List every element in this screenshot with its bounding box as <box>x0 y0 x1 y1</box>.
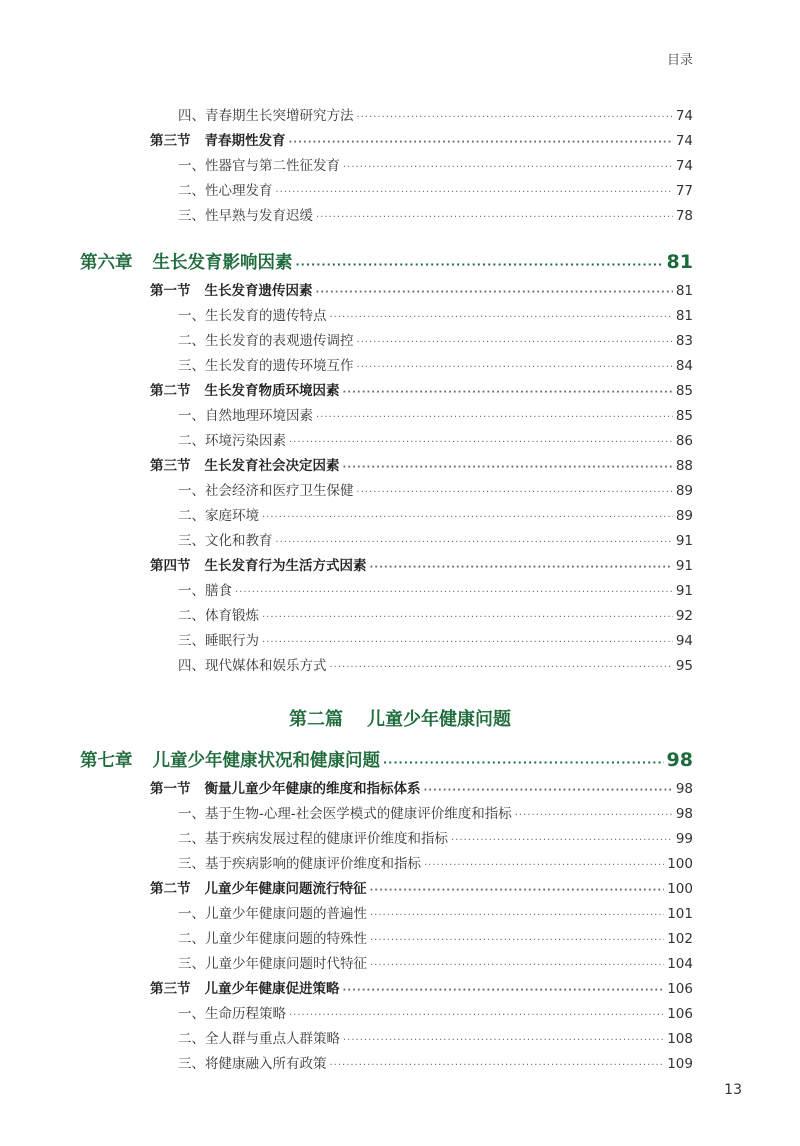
toc-entry-title: 生长发育社会决定因素 <box>204 458 340 474</box>
toc-entry-title: 将健康融入所有政策 <box>205 1056 327 1072</box>
dot-leader <box>424 860 664 871</box>
toc-entry-number: 三、 <box>178 208 205 224</box>
toc-entry-page: 98 <box>666 749 693 771</box>
toc-entry-label <box>150 379 340 399</box>
toc-entry-label <box>150 877 367 897</box>
toc-entry-label <box>178 654 327 674</box>
dot-leader <box>276 537 673 548</box>
toc-entry-page: 84 <box>675 358 693 374</box>
toc-entry-label <box>178 354 354 374</box>
toc-entry-number: 二、 <box>178 183 205 199</box>
toc-entry-page: 81 <box>666 251 693 273</box>
toc-entry-label <box>150 554 367 574</box>
toc-item <box>178 329 693 349</box>
toc-section <box>150 454 693 474</box>
toc-entry-number: 第三节 <box>150 458 191 474</box>
toc-entry-label <box>178 802 512 822</box>
toc-entry-number: 一、 <box>178 158 205 174</box>
toc-entry-page: 106 <box>667 1006 693 1022</box>
toc-entry-number: 一、 <box>178 806 205 822</box>
toc-entry-page: 98 <box>675 781 693 797</box>
toc-entry-page: 98 <box>675 806 693 822</box>
toc-entry-title: 性早熟与发育迟缓 <box>205 208 313 224</box>
toc-entry-title: 生长发育的遗传特点 <box>205 308 327 324</box>
toc-item <box>178 1002 693 1022</box>
toc-item <box>178 354 693 374</box>
toc-entry-page: 81 <box>675 308 693 324</box>
toc-entry-label <box>178 179 273 199</box>
toc-section <box>150 554 693 574</box>
dot-leader <box>357 362 673 373</box>
toc-entry-label <box>178 579 232 599</box>
toc-entry-page: 74 <box>675 133 693 149</box>
dot-leader <box>515 810 673 821</box>
toc-entry-label <box>150 454 340 474</box>
toc-entry-label <box>178 927 367 947</box>
toc-item <box>178 304 693 324</box>
toc-entry-title: 生命历程策略 <box>205 1006 286 1022</box>
part-number: 第二篇 <box>289 709 343 730</box>
dot-leader <box>343 1035 664 1046</box>
toc-entry-number: 第七章 <box>80 751 133 771</box>
toc-entry-title: 性心理发育 <box>205 183 273 199</box>
dot-leader <box>370 910 664 921</box>
toc-entry-title: 儿童少年健康问题时代特征 <box>205 956 367 972</box>
toc-entry-title: 儿童少年健康问题流行特征 <box>204 881 367 897</box>
toc-entry-title: 生长发育遗传因素 <box>204 283 313 299</box>
toc-entry-title: 生长发育影响因素 <box>152 253 293 273</box>
toc-item <box>178 504 693 524</box>
toc-entry-page: 99 <box>675 831 693 847</box>
toc-entry-page: 74 <box>675 158 693 174</box>
toc-entry-number: 四、 <box>178 658 205 674</box>
toc-entry-label <box>178 1052 327 1072</box>
toc-item <box>178 1027 693 1047</box>
toc-section <box>150 777 693 797</box>
toc-entry-label <box>178 852 421 872</box>
toc-entry-label <box>178 827 448 847</box>
dot-leader <box>370 960 664 971</box>
toc-entry-page: 95 <box>675 658 693 674</box>
toc-entry-number: 第一节 <box>150 283 191 299</box>
toc-entry-label <box>178 1002 286 1022</box>
part-title <box>0 705 800 731</box>
toc-entry-label <box>178 504 259 524</box>
toc-entry-number: 第三节 <box>150 981 191 997</box>
toc-entry-title: 青春期性发育 <box>204 133 286 149</box>
toc-entry-number: 二、 <box>178 931 205 947</box>
toc-entry-number: 一、 <box>178 906 205 922</box>
toc-entry-number: 第三节 <box>150 133 191 149</box>
toc-entry-number: 第一节 <box>150 781 191 797</box>
dot-leader <box>343 462 673 473</box>
toc-entry-page: 100 <box>667 881 693 897</box>
toc-entry-title: 体育锻炼 <box>205 608 259 624</box>
toc-entry-page: 91 <box>675 558 693 574</box>
toc-section <box>150 279 693 299</box>
toc-entry-label <box>178 429 286 449</box>
dot-leader <box>370 885 665 896</box>
dot-leader <box>296 258 664 271</box>
toc-item <box>178 902 693 922</box>
toc-entry-page: 109 <box>667 1056 693 1072</box>
toc-item <box>178 404 693 424</box>
toc-entry-number: 一、 <box>178 408 205 424</box>
toc-entry-page: 86 <box>675 433 693 449</box>
toc-section <box>150 977 693 997</box>
dot-leader <box>262 637 673 648</box>
running-head: 目录 <box>666 53 693 68</box>
toc-entry-label <box>80 747 380 772</box>
toc-entry-number: 二、 <box>178 433 205 449</box>
dot-leader <box>289 1010 664 1021</box>
toc-entry-label <box>178 104 354 124</box>
toc-entry-label <box>178 304 327 324</box>
toc-entry-number: 三、 <box>178 956 205 972</box>
toc-entry-number: 二、 <box>178 333 205 349</box>
toc-entry-label <box>150 977 340 997</box>
dot-leader <box>451 835 673 846</box>
toc-entry-title: 环境污染因素 <box>205 433 286 449</box>
toc-item <box>178 629 693 649</box>
toc-entry-title: 青春期生长突增研究方法 <box>205 108 354 124</box>
toc-entry-number: 三、 <box>178 1056 205 1072</box>
dot-leader <box>343 387 673 398</box>
toc-entry-title: 生长发育的表观遗传调控 <box>205 333 354 349</box>
toc-entry-label <box>178 604 259 624</box>
toc-entry-label <box>178 902 367 922</box>
toc-entry-page: 85 <box>675 383 693 399</box>
toc-entry-number: 第四节 <box>150 558 191 574</box>
toc-section <box>150 129 693 149</box>
dot-leader <box>343 162 673 173</box>
toc-item <box>178 479 693 499</box>
dot-leader <box>316 287 673 298</box>
toc-entry-label <box>150 777 421 797</box>
toc-section <box>150 379 693 399</box>
toc-entry-label <box>178 154 340 174</box>
toc-entry-number: 二、 <box>178 1031 205 1047</box>
toc-entry-title: 基于疾病发展过程的健康评价维度和指标 <box>205 831 448 847</box>
toc-entry-number: 三、 <box>178 533 205 549</box>
dot-leader <box>289 137 673 148</box>
toc-entry-label <box>178 1027 340 1047</box>
toc-entry-title: 生长发育物质环境因素 <box>204 383 340 399</box>
toc-entry-title: 社会经济和医疗卫生保健 <box>205 483 354 499</box>
toc-entry-title: 生长发育行为生活方式因素 <box>204 558 367 574</box>
toc-entry-page: 100 <box>667 856 693 872</box>
dot-leader <box>383 756 664 769</box>
toc-entry-page: 74 <box>675 108 693 124</box>
toc-entry-title: 全人群与重点人群策略 <box>205 1031 340 1047</box>
dot-leader <box>330 312 673 323</box>
toc-section <box>150 877 693 897</box>
toc-entry-page: 104 <box>667 956 693 972</box>
toc-entry-title: 性器官与第二性征发育 <box>205 158 340 174</box>
toc-entry-label <box>150 279 313 299</box>
toc-entry-title: 生长发育的遗传环境互作 <box>205 358 354 374</box>
toc-entry-label <box>178 952 367 972</box>
toc-item <box>178 579 693 599</box>
toc-entry-label <box>80 249 293 274</box>
dot-leader <box>424 785 673 796</box>
toc-entry-label <box>150 129 286 149</box>
toc-entry-title: 衡量儿童少年健康的维度和指标体系 <box>204 781 421 797</box>
toc-entry-number: 一、 <box>178 483 205 499</box>
toc-entry-title: 家庭环境 <box>205 508 259 524</box>
toc-entry-page: 88 <box>675 458 693 474</box>
toc-entry-label <box>178 629 259 649</box>
dot-leader <box>357 112 673 123</box>
toc-entry-page: 85 <box>675 408 693 424</box>
toc-entry-label <box>178 204 313 224</box>
toc-entry-title: 儿童少年健康状况和健康问题 <box>152 751 380 771</box>
dot-leader <box>235 587 673 598</box>
toc-entry-number: 第二节 <box>150 881 191 897</box>
toc-item <box>178 604 693 624</box>
dot-leader <box>330 662 673 673</box>
toc-entry-number: 第二节 <box>150 383 191 399</box>
dot-leader <box>370 935 664 946</box>
toc-entry-page: 78 <box>675 208 693 224</box>
dot-leader <box>276 187 673 198</box>
toc-entry-page: 83 <box>675 333 693 349</box>
toc-entry-label <box>178 479 354 499</box>
dot-leader <box>357 487 673 498</box>
toc-entry-page: 106 <box>667 981 693 997</box>
toc-item <box>178 204 693 224</box>
toc-item <box>178 179 693 199</box>
toc-entry-title: 儿童少年健康促进策略 <box>204 981 340 997</box>
part-name: 儿童少年健康问题 <box>367 709 511 730</box>
toc-entry-title: 自然地理环境因素 <box>205 408 313 424</box>
dot-leader <box>316 412 673 423</box>
dot-leader <box>357 337 673 348</box>
toc-entry-title: 睡眠行为 <box>205 633 259 649</box>
dot-leader <box>370 562 673 573</box>
toc-entry-number: 三、 <box>178 633 205 649</box>
toc-entry-page: 108 <box>667 1031 693 1047</box>
toc-entry-page: 81 <box>675 283 693 299</box>
toc-entry-number: 四、 <box>178 108 205 124</box>
dot-leader <box>316 212 673 223</box>
toc-item <box>178 104 693 124</box>
toc-item <box>178 927 693 947</box>
toc-chapter <box>80 747 693 772</box>
toc-entry-number: 第六章 <box>80 253 133 273</box>
toc-entry-title: 基于生物-心理-社会医学模式的健康评价维度和指标 <box>205 806 512 822</box>
toc-item <box>178 827 693 847</box>
dot-leader <box>343 985 665 996</box>
dot-leader <box>262 512 673 523</box>
toc-entry-title: 膳食 <box>205 583 232 599</box>
toc-item <box>178 654 693 674</box>
toc-item <box>178 529 693 549</box>
dot-leader <box>262 612 673 623</box>
dot-leader <box>330 1060 665 1071</box>
toc-item <box>178 154 693 174</box>
page-number: 13 <box>724 1082 742 1098</box>
toc-entry-number: 一、 <box>178 308 205 324</box>
toc-entry-page: 94 <box>675 633 693 649</box>
toc-entry-number: 一、 <box>178 583 205 599</box>
toc-item <box>178 429 693 449</box>
toc-entry-label <box>178 404 313 424</box>
toc-entry-label <box>178 329 354 349</box>
toc-entry-page: 91 <box>675 583 693 599</box>
toc-entry-page: 77 <box>675 183 693 199</box>
toc-entry-title: 基于疾病影响的健康评价维度和指标 <box>205 856 421 872</box>
toc-item <box>178 802 693 822</box>
toc-entry-page: 92 <box>675 608 693 624</box>
toc-entry-number: 三、 <box>178 856 205 872</box>
toc-entry-title: 儿童少年健康问题的特殊性 <box>205 931 367 947</box>
toc-entry-number: 二、 <box>178 831 205 847</box>
toc-chapter <box>80 249 693 274</box>
toc-entry-page: 89 <box>675 508 693 524</box>
toc-entry-page: 89 <box>675 483 693 499</box>
toc-entry-page: 101 <box>667 906 693 922</box>
dot-leader <box>289 437 673 448</box>
toc-entry-number: 一、 <box>178 1006 205 1022</box>
toc-entry-label <box>178 529 273 549</box>
toc-entry-title: 文化和教育 <box>205 533 273 549</box>
toc-entry-number: 二、 <box>178 608 205 624</box>
toc-item <box>178 1052 693 1072</box>
toc-entry-page: 102 <box>667 931 693 947</box>
toc-item <box>178 852 693 872</box>
toc-entry-number: 三、 <box>178 358 205 374</box>
toc-entry-page: 91 <box>675 533 693 549</box>
toc-entry-title: 儿童少年健康问题的普遍性 <box>205 906 367 922</box>
toc-item <box>178 952 693 972</box>
toc-entry-title: 现代媒体和娱乐方式 <box>205 658 327 674</box>
toc-entry-number: 二、 <box>178 508 205 524</box>
